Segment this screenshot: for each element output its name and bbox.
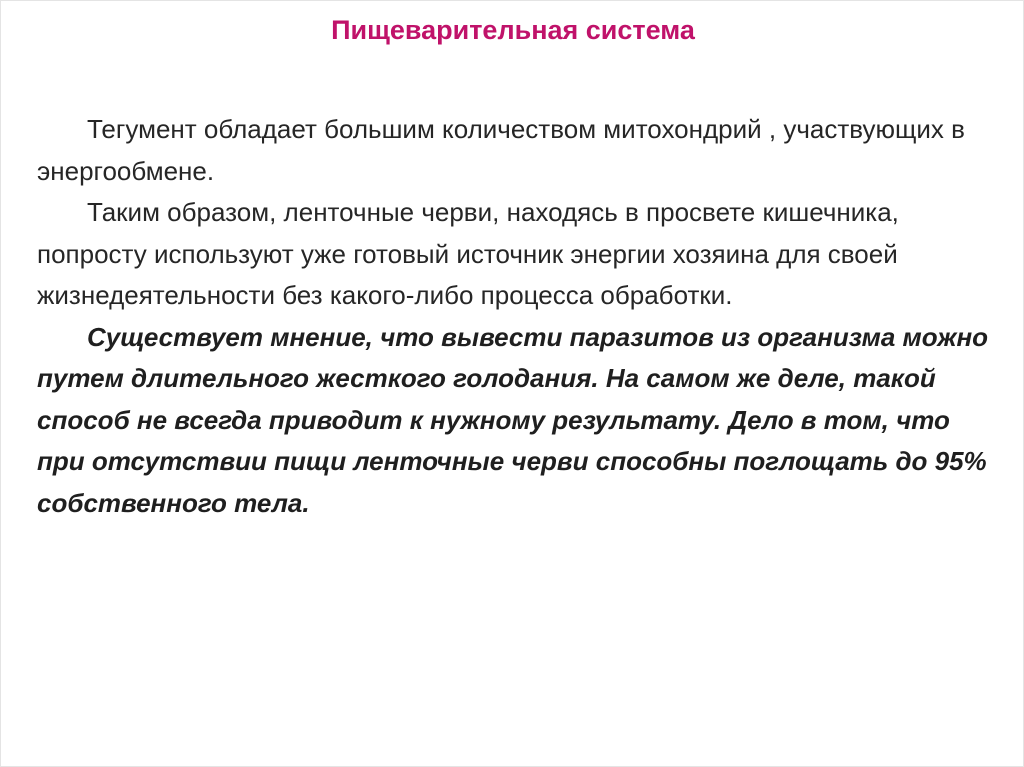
slide-title: Пищеварительная система bbox=[331, 15, 695, 45]
paragraph-starvation-myth: Существует мнение, что вывести паразитов из организма можно путем длительного жесткого голодания. На самом же деле, такой способ не всегда приводит к нужному результату. Дело в том, что при отсутствии пищи ленточные черви способны поглощать до 95% собственного тела. bbox=[37, 321, 989, 518]
slide-body bbox=[37, 109, 1002, 524]
paragraph-energy-source: Таким образом, ленточные черви, находясь в просвете кишечника, попросту используют уже готовый источник энергии хозяина для своей жизнедеятельности без какого-либо процесса обработки. bbox=[37, 197, 899, 310]
paragraph-tegument: Тегумент обладает большим количеством митохондрий , участвующих в энергообмене. bbox=[37, 114, 965, 186]
